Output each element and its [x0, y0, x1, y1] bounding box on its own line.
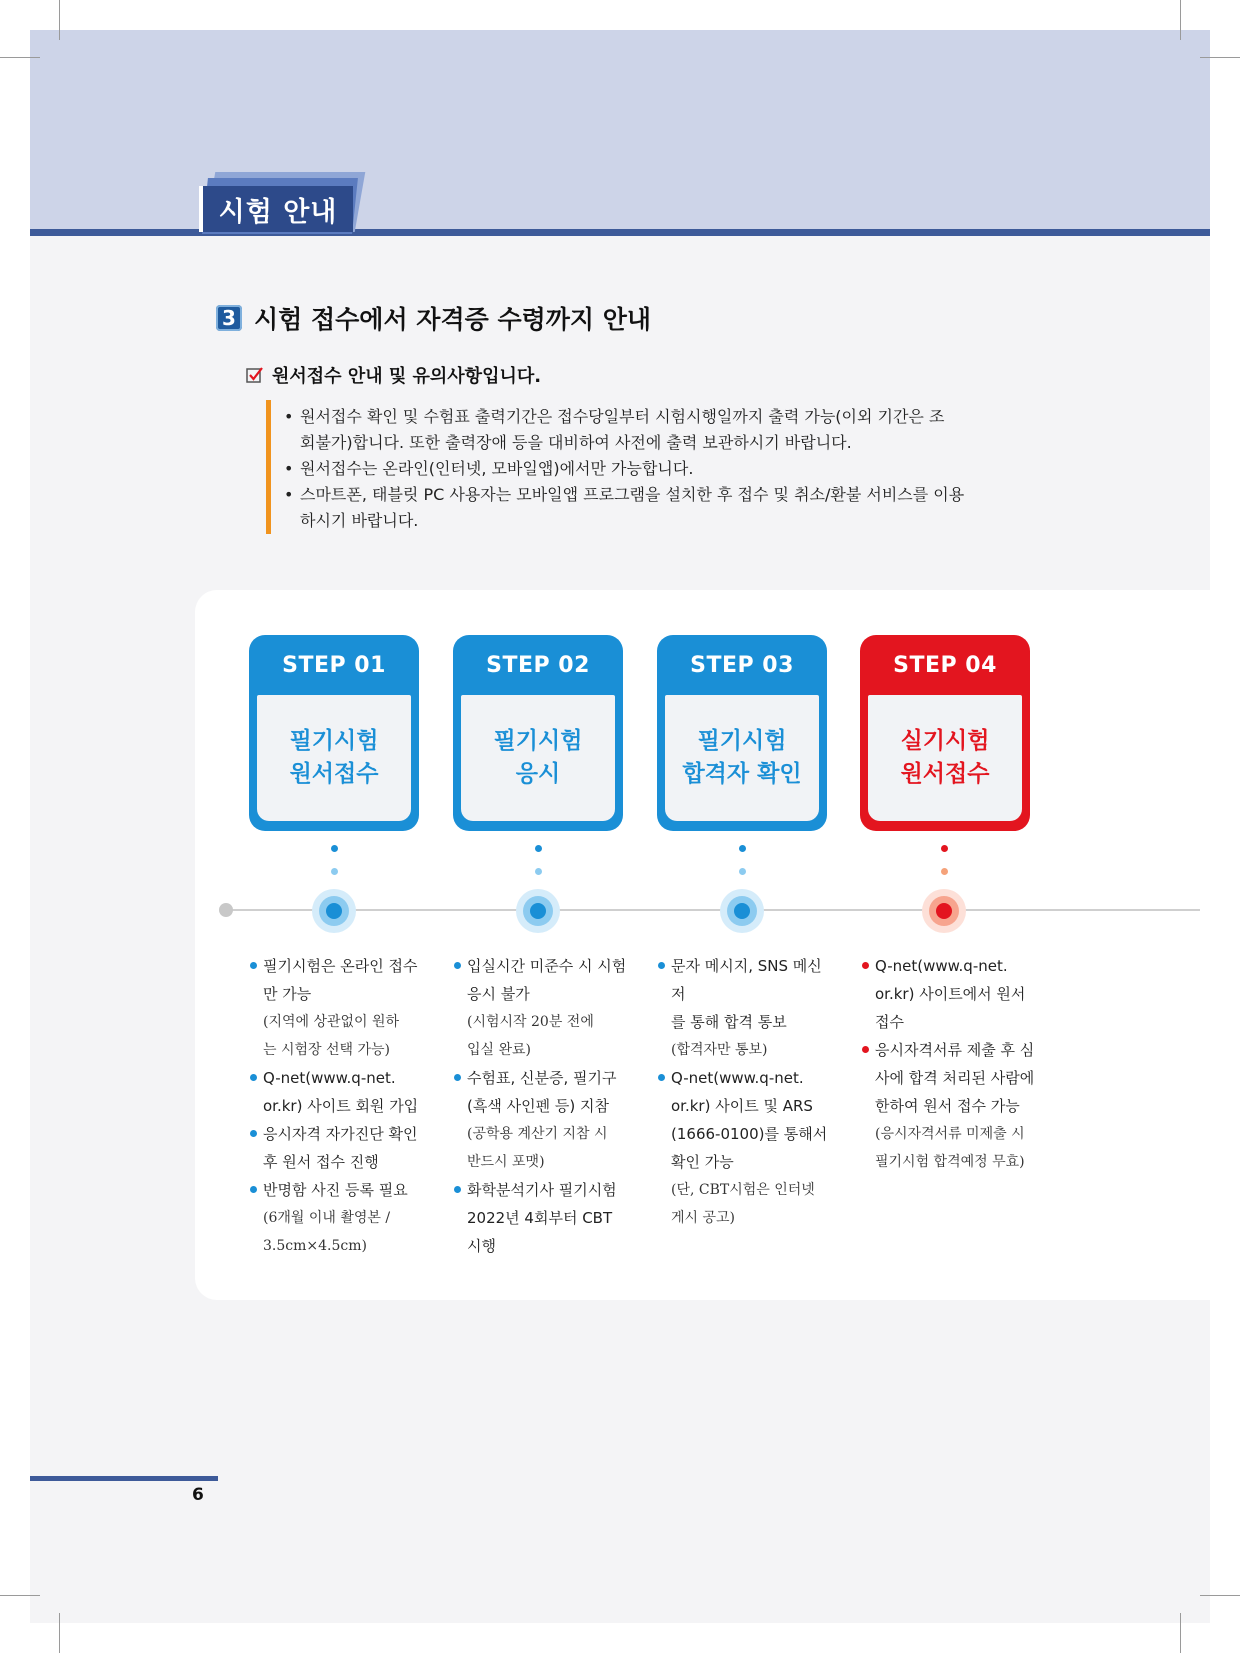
detail-line: (흑색 사인펜 등) 지참 — [467, 1097, 609, 1115]
header-tab — [199, 186, 353, 232]
detail-line: 를 통해 합격 통보 — [671, 1013, 787, 1031]
step-1-details — [248, 952, 423, 1260]
detail-item — [452, 952, 627, 1008]
subsection-title: 원서접수 안내 및 유의사항입니다. — [272, 366, 542, 387]
detail-item — [248, 1064, 423, 1120]
note-item — [284, 456, 1014, 482]
step-label: STEP 01 — [282, 652, 386, 678]
detail-line: 화학분석기사 필기시험 — [467, 1181, 617, 1199]
detail-line: (6개월 이내 촬영본 / — [263, 1210, 391, 1226]
connector-dot — [739, 845, 746, 852]
note-list — [284, 404, 1014, 534]
detail-line: 수험표, 신분증, 필기구 — [467, 1069, 617, 1087]
step-body — [257, 695, 411, 821]
footer-divider — [30, 1476, 218, 1481]
section-number: 3 — [216, 305, 242, 331]
connector-dot — [739, 868, 746, 875]
step-3-details — [656, 952, 831, 1232]
detail-note — [656, 1176, 831, 1232]
detail-line: 는 시험장 선택 가능) — [263, 1042, 391, 1058]
detail-line: 확인 가능 — [671, 1153, 734, 1171]
detail-line: 사에 합격 처리된 사람에 — [875, 1069, 1035, 1087]
detail-line: 접수 — [875, 1013, 904, 1031]
detail-note — [248, 1204, 423, 1260]
detail-item — [452, 1064, 627, 1120]
detail-item — [452, 1176, 627, 1260]
detail-line: Q-net(www.q-net. — [263, 1069, 396, 1087]
connector-dot — [331, 868, 338, 875]
crop-mark — [59, 1613, 60, 1653]
note-item — [284, 404, 1014, 456]
step-body — [461, 695, 615, 821]
crop-mark — [0, 1595, 40, 1596]
step-title: 필기시험 — [493, 728, 583, 754]
step-2-details — [452, 952, 627, 1260]
detail-line: (1666-0100)를 통해서 — [671, 1125, 828, 1143]
step-card-3 — [657, 635, 827, 831]
crop-mark — [1180, 0, 1181, 40]
timeline-start-dot — [219, 903, 233, 917]
detail-line: 3.5cm×4.5cm) — [263, 1238, 367, 1254]
detail-line: (단, CBT시험은 인터넷 — [671, 1182, 815, 1198]
note-text: 원서접수는 온라인(인터넷, 모바일앱)에서만 가능합니다. — [300, 459, 694, 478]
crop-mark — [1200, 57, 1240, 58]
step-4-details — [860, 952, 1035, 1176]
detail-line: 입실 완료) — [467, 1042, 532, 1058]
note-text: 하시기 바랍니다. — [300, 511, 419, 530]
detail-item — [656, 952, 831, 1036]
detail-note — [248, 1008, 423, 1064]
note-accent-bar — [266, 400, 271, 534]
detail-item — [656, 1064, 831, 1176]
step-title: 필기시험 — [289, 728, 379, 754]
step-title: 합격자 확인 — [682, 761, 802, 787]
timeline-line — [226, 909, 1200, 911]
checkbox-icon — [246, 366, 264, 384]
detail-line: 필기시험 합격예정 무효) — [875, 1154, 1025, 1170]
detail-line: 만 가능 — [263, 985, 312, 1003]
step-body — [665, 695, 819, 821]
step-title: 필기시험 — [697, 728, 787, 754]
crop-mark — [1200, 1595, 1240, 1596]
step-title: 응시 — [515, 761, 561, 787]
connector-dot — [331, 845, 338, 852]
connector-dot — [941, 845, 948, 852]
timeline-node — [530, 903, 546, 919]
detail-line: (시험시작 20분 전에 — [467, 1014, 594, 1030]
detail-line: Q-net(www.q-net. — [875, 957, 1008, 975]
detail-line: Q-net(www.q-net. — [671, 1069, 804, 1087]
detail-line: 필기시험은 온라인 접수 — [263, 957, 418, 975]
step-title: 원서접수 — [289, 761, 379, 787]
note-text: 원서접수 확인 및 수험표 출력기간은 접수당일부터 시험시행일까지 출력 가능(이외 기간은 조 — [300, 407, 945, 426]
detail-line: 시행 — [467, 1237, 496, 1255]
detail-line: or.kr) 사이트 및 ARS — [671, 1097, 813, 1115]
section-heading — [216, 300, 651, 336]
detail-item — [860, 1036, 1035, 1120]
timeline-node — [734, 903, 750, 919]
detail-line: 2022년 4회부터 CBT — [467, 1209, 613, 1227]
detail-line: (응시자격서류 미제출 시 — [875, 1126, 1025, 1142]
detail-line: (공학용 계산기 지참 시 — [467, 1126, 608, 1142]
connector-dot — [941, 868, 948, 875]
page-number: 6 — [192, 1485, 204, 1505]
step-card-4 — [860, 635, 1030, 831]
detail-line: (지역에 상관없이 원하 — [263, 1014, 400, 1030]
detail-line: 후 원서 접수 진행 — [263, 1153, 379, 1171]
connector-dot — [535, 868, 542, 875]
detail-note — [656, 1036, 831, 1064]
detail-note — [452, 1008, 627, 1064]
detail-item — [248, 1176, 423, 1204]
step-body — [868, 695, 1022, 821]
crop-mark — [0, 57, 40, 58]
step-label: STEP 03 — [690, 652, 794, 678]
detail-item — [860, 952, 1035, 1036]
detail-line: 반드시 포맷) — [467, 1154, 545, 1170]
note-item — [284, 482, 1014, 534]
detail-line: (합격자만 통보) — [671, 1042, 768, 1058]
step-label: STEP 02 — [486, 652, 590, 678]
step-card-1 — [249, 635, 419, 831]
step-label: STEP 04 — [893, 652, 997, 678]
crop-mark — [1180, 1613, 1181, 1653]
detail-line: 게시 공고) — [671, 1210, 736, 1226]
detail-line: or.kr) 사이트에서 원서 — [875, 985, 1026, 1003]
detail-line: 응시자격서류 제출 후 심 — [875, 1041, 1035, 1059]
detail-item — [248, 952, 423, 1008]
detail-line: 입실시간 미준수 시 시험 — [467, 957, 627, 975]
detail-line: 문자 메시지, SNS 메신저 — [671, 957, 822, 1003]
step-title: 실기시험 — [900, 728, 990, 754]
detail-note — [452, 1120, 627, 1176]
section-title: 시험 접수에서 자격증 수령까지 안내 — [254, 305, 652, 334]
detail-line: 반명함 사진 등록 필요 — [263, 1181, 408, 1199]
detail-note — [860, 1120, 1035, 1176]
detail-line: or.kr) 사이트 회원 가입 — [263, 1097, 419, 1115]
crop-mark — [59, 0, 60, 40]
step-card-2 — [453, 635, 623, 831]
detail-line: 응시 불가 — [467, 985, 530, 1003]
timeline-node — [936, 903, 952, 919]
timeline-node — [326, 903, 342, 919]
subsection-heading — [246, 362, 541, 388]
note-text: 스마트폰, 태블릿 PC 사용자는 모바일앱 프로그램을 설치한 후 접수 및 취소/환불 서비스를 이용 — [300, 485, 965, 504]
detail-line: 응시자격 자가진단 확인 — [263, 1125, 418, 1143]
detail-line: 한하여 원서 접수 가능 — [875, 1097, 1020, 1115]
header-tab-label: 시험 안내 — [218, 196, 338, 228]
connector-dot — [535, 845, 542, 852]
note-text: 회불가)합니다. 또한 출력장애 등을 대비하여 사전에 출력 보관하시기 바랍니다. — [300, 433, 852, 452]
step-title: 원서접수 — [900, 761, 990, 787]
detail-item — [248, 1120, 423, 1176]
